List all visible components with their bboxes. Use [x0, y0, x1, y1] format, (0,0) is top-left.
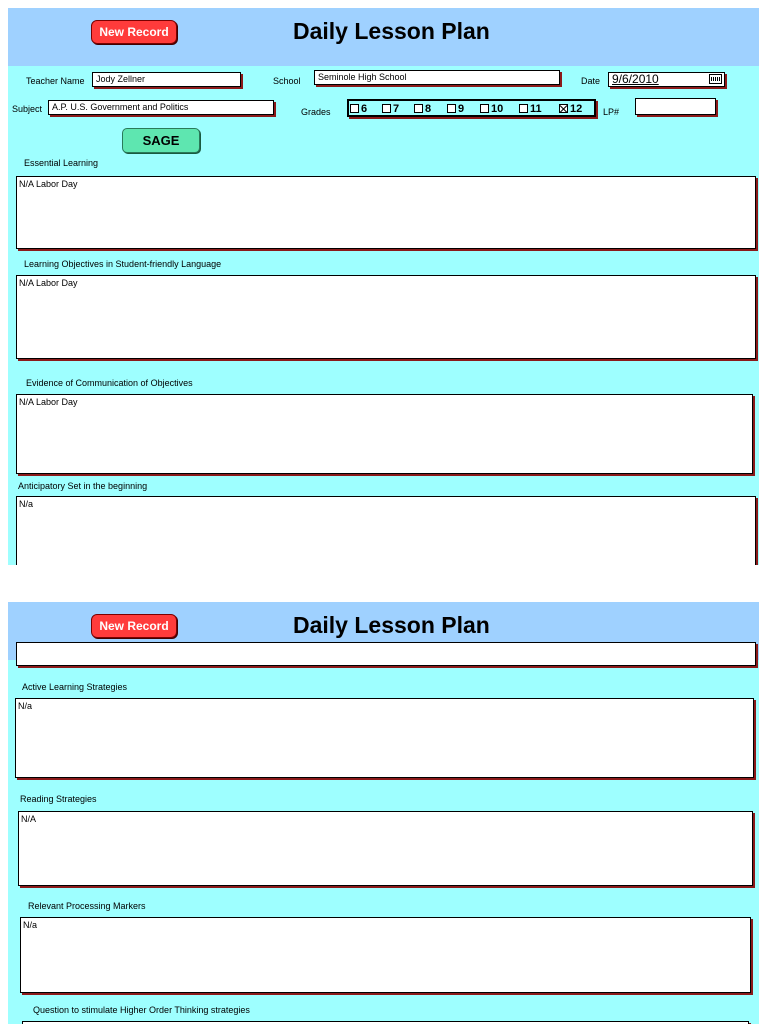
grade-label: 12: [570, 103, 583, 115]
checkbox-icon: [350, 104, 359, 113]
checkbox-icon: [519, 104, 528, 113]
grade-label: 11: [530, 103, 542, 115]
lp-number-label: LP#: [603, 107, 620, 117]
checkbox-icon: [382, 104, 391, 113]
grade-checkbox-8[interactable]: [414, 103, 431, 115]
previous-section-textarea[interactable]: [16, 642, 756, 666]
form-title: Daily Lesson Plan: [293, 18, 490, 44]
form-page-2: [8, 602, 759, 1024]
grade-checkbox-6[interactable]: [350, 103, 367, 115]
grades-label: Grades: [301, 107, 331, 117]
essential-learning-textarea[interactable]: N/A Labor Day: [16, 176, 756, 249]
learning-objectives-textarea[interactable]: N/A Labor Day: [16, 275, 756, 359]
teacher-name-field[interactable]: Jody Zellner: [92, 72, 241, 87]
grade-label: 7: [393, 103, 400, 115]
grade-label: 9: [458, 103, 465, 115]
grade-label: 8: [425, 103, 432, 115]
checkbox-icon: [480, 104, 489, 113]
anticipatory-set-textarea[interactable]: N/a: [16, 496, 756, 565]
sage-button[interactable]: SAGE: [122, 128, 200, 153]
section-label: Learning Objectives in Student-friendly Language: [24, 259, 222, 269]
grade-checkbox-10[interactable]: [480, 103, 503, 115]
new-record-button[interactable]: New Record: [91, 20, 177, 44]
processing-markers-textarea[interactable]: N/a: [20, 917, 751, 993]
date-label: Date: [581, 76, 601, 86]
checkbox-icon: [447, 104, 456, 113]
section-label: Evidence of Communication of Objectives: [26, 378, 193, 388]
calendar-icon[interactable]: [709, 74, 722, 84]
date-field[interactable]: [608, 72, 725, 87]
new-record-button[interactable]: New Record: [91, 614, 177, 638]
evidence-of-communication-textarea[interactable]: N/A Labor Day: [16, 394, 753, 474]
reading-strategies-textarea[interactable]: N/A: [18, 811, 753, 886]
section-label: Relevant Processing Markers: [28, 901, 146, 911]
grade-label: 10: [491, 103, 504, 115]
checkbox-checked-icon: [559, 104, 568, 113]
section-label: Active Learning Strategies: [22, 682, 128, 692]
section-label: Anticipatory Set in the beginning: [18, 481, 148, 491]
grade-checkbox-9[interactable]: [447, 103, 464, 115]
form-page-1: [8, 8, 759, 565]
section-label: Question to stimulate Higher Order Thinking strategies: [33, 1005, 250, 1015]
subject-field[interactable]: A.P. U.S. Government and Politics: [48, 100, 274, 115]
grade-checkbox-7[interactable]: [382, 103, 399, 115]
active-learning-textarea[interactable]: N/a: [15, 698, 754, 778]
section-label: Essential Learning: [24, 158, 99, 168]
grades-checkbox-group: [347, 99, 596, 117]
teacher-name-label: Teacher Name: [26, 76, 85, 86]
form-header: [8, 8, 759, 66]
date-value: 9/6/2010: [612, 72, 659, 86]
grade-checkbox-11[interactable]: [519, 103, 542, 115]
form-title: Daily Lesson Plan: [293, 612, 490, 638]
school-label: School: [273, 76, 301, 86]
grade-label: 6: [361, 103, 368, 115]
subject-label: Subject: [12, 104, 43, 114]
checkbox-icon: [414, 104, 423, 113]
section-label: Reading Strategies: [20, 794, 97, 804]
grade-checkbox-12[interactable]: [559, 103, 582, 115]
lp-number-field[interactable]: [635, 98, 716, 115]
school-field[interactable]: Seminole High School: [314, 70, 560, 85]
